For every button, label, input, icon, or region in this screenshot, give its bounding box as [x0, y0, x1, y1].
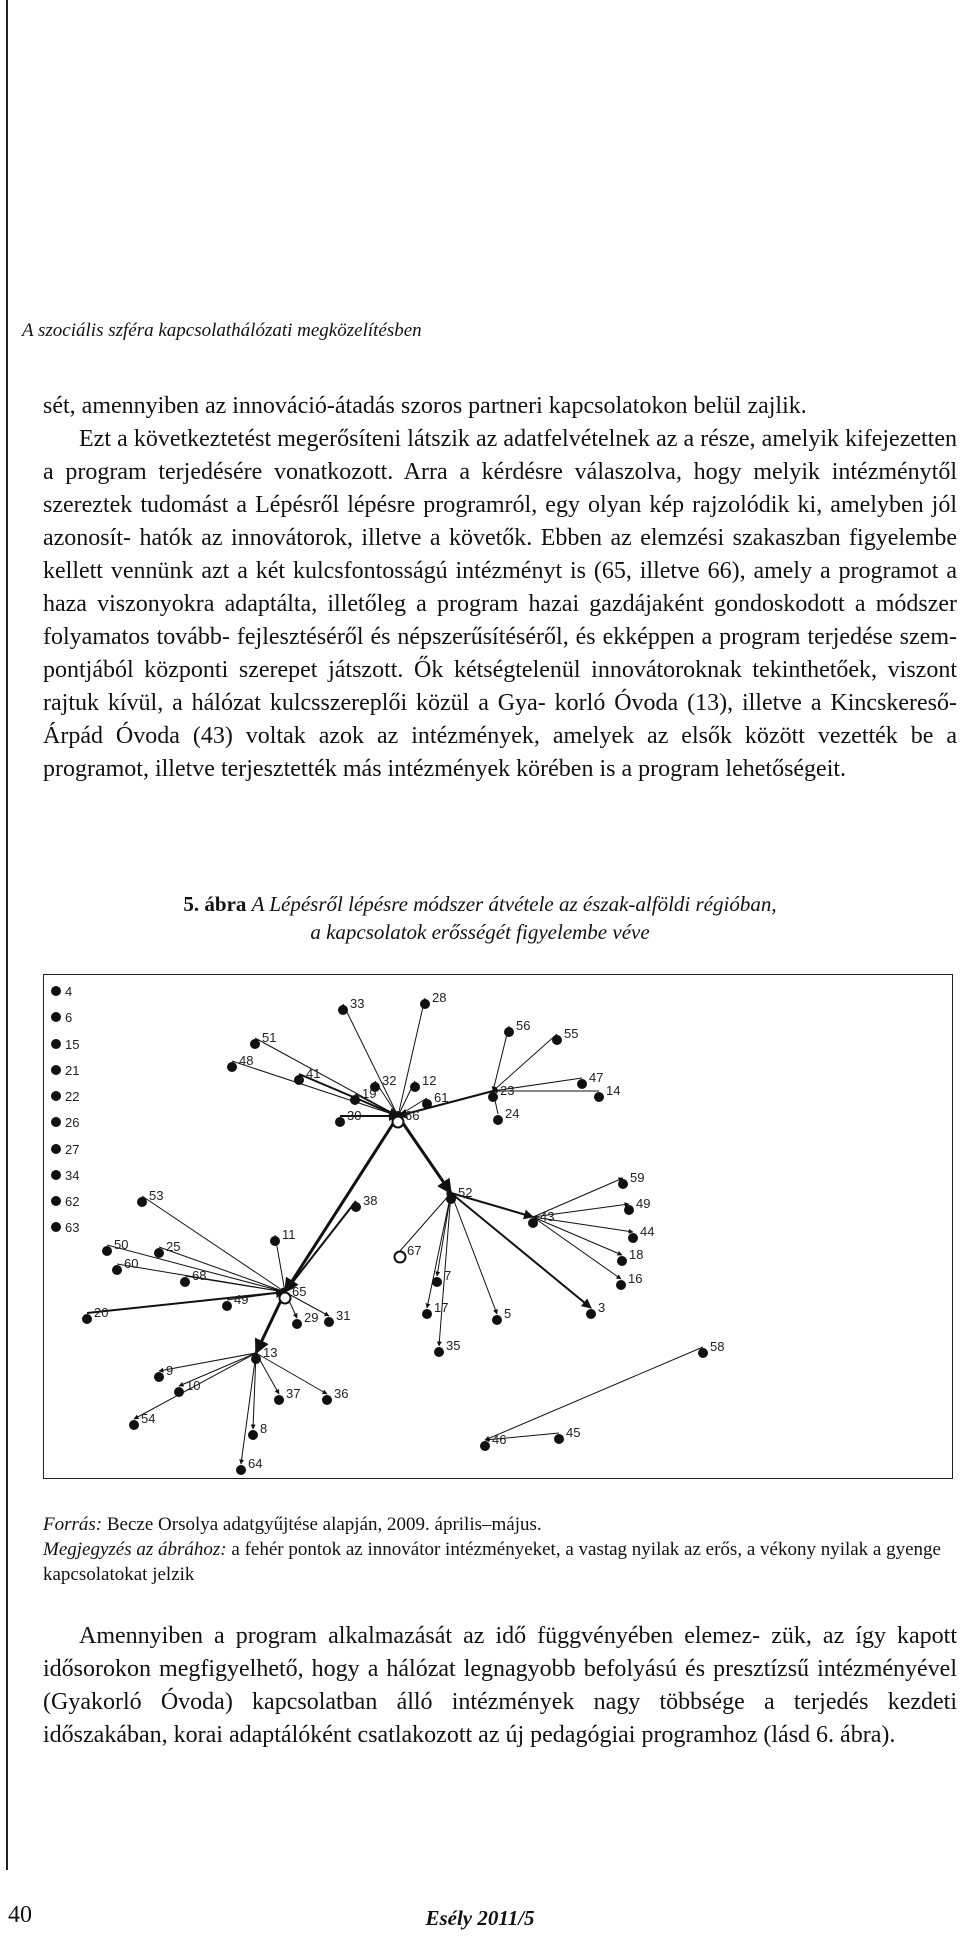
network-node [155, 1373, 164, 1382]
network-node [595, 1093, 604, 1102]
node-label: 5 [504, 1306, 512, 1321]
network-node [423, 1310, 432, 1319]
text-line: pontjából központi szerepet játszott. Ők kétségtelenül innovátoroknak [43, 657, 742, 683]
node-label: 9 [166, 1363, 174, 1378]
node-label: 43 [540, 1209, 555, 1224]
node-label: 49 [636, 1196, 651, 1211]
node-label: 38 [363, 1193, 378, 1208]
network-node [249, 1431, 258, 1440]
network-node [411, 1083, 420, 1092]
node-label: 6 [65, 1010, 73, 1025]
node-label: 17 [434, 1300, 449, 1315]
text-line: hatók az innovátorok, illetve a követők. Ebben az elemzési szakaszban [139, 525, 841, 551]
network-node [83, 1315, 92, 1324]
node-label: 7 [444, 1268, 452, 1283]
node-label: 51 [262, 1030, 277, 1045]
node-label: 24 [505, 1106, 520, 1121]
network-node [336, 1118, 345, 1127]
text-line: fejlesztéséről és népszerűsítéséről, és ekképpen a program terjedése szem- [236, 624, 957, 650]
text-line: lépésre programról, egy olyan kép rajzolódik ki, amelyben jól azonosít- [43, 492, 958, 551]
figure-caption [0, 890, 960, 946]
network-node [295, 1076, 304, 1085]
text-line: sét, amennyiben az innováció-átadás szoros partneri kapcsolatokon belül [43, 393, 742, 419]
network-node [52, 1013, 61, 1022]
running-header: A szociális szféra kapcsolathálózati megközelítésben [22, 320, 422, 341]
node-label: 52 [458, 1185, 473, 1200]
node-label: 49 [234, 1292, 249, 1307]
network-node [481, 1442, 490, 1451]
node-label: 59 [630, 1170, 645, 1185]
figure-remark [43, 1537, 953, 1587]
network-node [699, 1349, 708, 1358]
network-node [113, 1266, 122, 1275]
node-label: 60 [124, 1256, 139, 1271]
text-line: Amennyiben a program alkalmazását az idő függvényében elemez- [79, 1623, 761, 1649]
network-node [555, 1435, 564, 1444]
node-label: 56 [516, 1018, 531, 1033]
node-label: 65 [292, 1284, 307, 1299]
network-node [52, 1040, 61, 1049]
network-node [494, 1116, 503, 1125]
text-line: Ezt a következtetést megerősíteni látszik az adatfelvételnek az a része, [79, 426, 756, 452]
node-label: 27 [65, 1142, 80, 1157]
network-node [619, 1180, 628, 1189]
node-label: 31 [336, 1308, 351, 1323]
node-label: 20 [94, 1305, 109, 1320]
node-label: 30 [347, 1108, 362, 1123]
text-line: amelyik kifejezetten a program terjedésére vonatkozott. Arra a kérdésre [43, 426, 958, 485]
network-node [625, 1206, 634, 1215]
text-line: zajlik. [747, 393, 807, 419]
text-line: befolyású és presztízsű intézményével (Gyakorló Óvoda) kapcsolatban [43, 1656, 957, 1715]
network-node [423, 1100, 432, 1109]
innovator-node [280, 1293, 291, 1304]
node-label: 58 [710, 1339, 725, 1354]
source-label: Forrás: [43, 1514, 103, 1535]
network-node [578, 1080, 587, 1089]
network-node [237, 1466, 246, 1475]
network-node [433, 1278, 442, 1287]
node-label: 33 [350, 996, 365, 1011]
node-label: 54 [141, 1411, 156, 1426]
text-line: figyelembe kellett vennünk azt a két kulcsfontosságú intézményt is (65, [43, 525, 957, 584]
network-node [275, 1396, 284, 1405]
paragraph-1-text [43, 390, 957, 423]
text-line: terjesztették más intézmények körében is a program lehetőségeit. [220, 756, 847, 782]
network-node [223, 1302, 232, 1311]
node-label: 63 [65, 1220, 80, 1235]
node-label: 44 [640, 1224, 655, 1239]
network-node [52, 1197, 61, 1206]
node-label: 21 [65, 1063, 80, 1078]
network-node [52, 987, 61, 996]
node-label: 35 [446, 1338, 461, 1353]
node-label: 62 [65, 1194, 80, 1209]
figure-notes [43, 1512, 953, 1587]
figure-label: 5. ábra [183, 892, 247, 916]
network-node [293, 1320, 302, 1329]
text-line: adaptálóként csatlakozott az új pedagógiai programhoz (lásd 6. ábra). [228, 1722, 896, 1748]
figure-title-line-1: A Lépésről lépésre módszer átvétele az észak-alföldi régióban, [251, 892, 777, 916]
text-line: program hazai gazdájaként gondoskodott a módszer folyamatos tovább- [43, 591, 958, 650]
network-node [252, 1355, 261, 1364]
text-line: álló intézmények nagy többsége a terjedés kezdeti időszakában, korai [43, 1689, 958, 1748]
node-label: 11 [282, 1227, 296, 1242]
node-label: 19 [362, 1086, 377, 1101]
figure-frame [44, 975, 953, 1479]
node-label: 22 [65, 1089, 80, 1104]
page-number: 40 [8, 1902, 32, 1928]
figure-title-line-2: a kapcsolatok erősségét figyelembe véve [310, 920, 650, 944]
node-label: 28 [432, 990, 447, 1005]
node-label: 45 [566, 1425, 581, 1440]
network-node [251, 1040, 260, 1049]
node-label: 16 [628, 1271, 643, 1286]
network-node [339, 1006, 348, 1015]
paragraph-1 [43, 390, 957, 786]
network-node [505, 1028, 514, 1037]
source-text: Becze Orsolya adatgyűjtése alapján, 2009. április–május. [102, 1514, 542, 1535]
node-label: 66 [405, 1108, 420, 1123]
network-node [155, 1249, 164, 1258]
network-figure [43, 974, 953, 1479]
node-label: 61 [434, 1090, 449, 1105]
network-node [52, 1118, 61, 1127]
network-node [421, 1000, 430, 1009]
node-label: 8 [260, 1421, 268, 1436]
network-node [52, 1171, 61, 1180]
network-node [618, 1257, 627, 1266]
paragraph-2 [43, 423, 957, 786]
text-line: tekinthetőek, viszont rajtuk kívül, a hálózat kulcsszereplői közül a Gya- [43, 657, 957, 716]
network-node [138, 1198, 147, 1207]
remark-label: Megjegyzés az ábrához: [43, 1539, 227, 1560]
network-node [447, 1195, 456, 1204]
node-label: 53 [149, 1188, 164, 1203]
paragraph-3 [43, 1620, 957, 1752]
network-node [228, 1063, 237, 1072]
node-label: 14 [606, 1083, 621, 1098]
node-label: 4 [65, 984, 73, 999]
innovator-node [393, 1117, 404, 1128]
network-node [529, 1219, 538, 1228]
network-node [629, 1234, 638, 1243]
network-node [587, 1310, 596, 1319]
node-label: 3 [598, 1300, 606, 1315]
network-diagram [43, 974, 953, 1479]
text-line: intézmények, amelyek az elsők között vezették be a programot, illetve [43, 723, 958, 782]
node-label: 64 [248, 1456, 263, 1471]
network-node [351, 1096, 360, 1105]
network-node [181, 1278, 190, 1287]
node-label: 37 [286, 1386, 301, 1401]
network-node [52, 1066, 61, 1075]
node-label: 12 [422, 1073, 437, 1088]
innovator-node [395, 1252, 406, 1263]
network-node [130, 1421, 139, 1430]
node-label: 36 [334, 1386, 349, 1401]
node-label: 26 [65, 1115, 80, 1130]
node-label: 50 [114, 1237, 129, 1252]
network-node [52, 1223, 61, 1232]
node-label: 29 [304, 1310, 319, 1325]
node-label: 10 [186, 1378, 201, 1393]
text-line: korló Óvoda (13), illetve a Kincskereső-Árpád Óvoda (43) voltak azok az [43, 690, 958, 749]
network-node [271, 1237, 280, 1246]
network-node [52, 1092, 61, 1101]
node-label: 13 [263, 1345, 278, 1360]
node-label: 34 [65, 1168, 80, 1183]
node-label: 47 [589, 1070, 604, 1085]
node-label: 67 [407, 1243, 422, 1258]
text-line: válaszolva, hogy melyik intézménytől szereztek tudomást a Lépésről [43, 459, 958, 518]
network-node [325, 1318, 334, 1327]
network-node [489, 1093, 498, 1102]
network-node [617, 1281, 626, 1290]
node-label: 23 [500, 1083, 515, 1098]
node-label: 32 [382, 1073, 397, 1088]
node-label: 18 [629, 1247, 644, 1262]
node-label: 55 [564, 1026, 579, 1041]
network-node [175, 1388, 184, 1397]
network-node [323, 1396, 332, 1405]
remark-text: a fehér pontok az innovátor intézményeket, a vastag nyilak az erős, a vékony nyilak a gyenge kapcsolatokat jelzik [43, 1539, 941, 1585]
node-label: 25 [166, 1239, 181, 1254]
network-node [553, 1036, 562, 1045]
network-node [52, 1145, 61, 1154]
text-line: zük, az így kapott idősorokon megfigyelhető, hogy a hálózat legnagyobb [43, 1623, 957, 1682]
journal-name: Esély 2011/5 [425, 1906, 535, 1930]
source-note [43, 1512, 953, 1537]
node-label: 15 [65, 1037, 80, 1052]
node-label: 48 [239, 1053, 254, 1068]
network-node [435, 1348, 444, 1357]
node-label: 41 [306, 1066, 321, 1081]
text-line: illetve 66), amely a programot a haza viszonyokra adaptálta, illetőleg a [43, 558, 957, 617]
network-node [493, 1316, 502, 1325]
node-label: 68 [192, 1268, 207, 1283]
node-label: 46 [492, 1432, 507, 1447]
network-node [352, 1203, 361, 1212]
network-node [103, 1247, 112, 1256]
